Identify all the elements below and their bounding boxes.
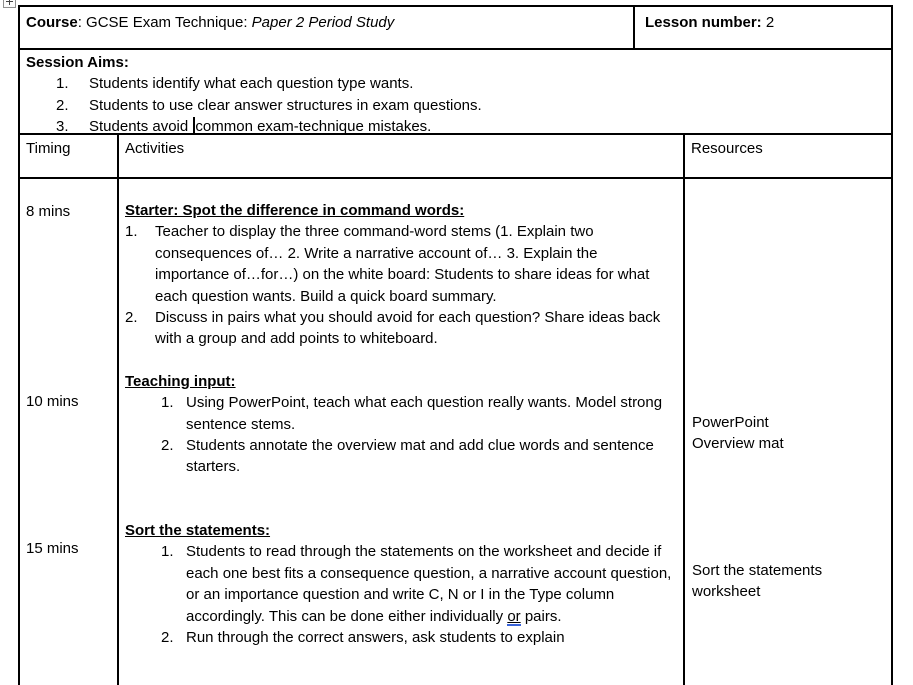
activities-header-cell [117,135,683,177]
resource-item [692,412,784,455]
timing-value: 10 mins [26,393,79,410]
session-aim-item [26,73,885,94]
table-move-handle-icon[interactable] [3,0,16,8]
list-number: 2. [161,628,174,646]
activity-section-sort-statements [125,520,677,648]
session-aim-text: Students to use clear answer structures in exam questions. [89,96,482,114]
lesson-plan-table [18,5,893,685]
course-header-row [20,7,891,48]
lesson-number-value: 2 [761,14,775,31]
text-before-cursor: Students avoid [89,118,193,136]
plan-table-body-row [20,177,891,685]
session-aims-cell [20,48,891,136]
text-after-cursor: common exam-technique mistakes. [195,118,432,136]
session-aims-title: Session Aims: [26,54,129,71]
resources-header-cell [683,135,891,177]
activity-list-item [125,307,677,350]
resource-line: Sort the statements [692,562,823,579]
resources-column [683,179,891,685]
resource-item [692,560,822,603]
timing-header: Timing [26,140,71,157]
activities-header: Activities [125,140,185,157]
course-title-italic: Paper 2 Period Study [251,14,395,31]
session-aim-item [26,95,885,116]
text-after-grammar-flag: pairs. [520,607,562,625]
text-before-grammar-flag: Students to read through the statements on the worksheet and decide if each one best fits a consequence question, a narrative account question, or an importance question and write C, N or I in the Type column accordingly. This can be done either individually [186,543,672,625]
timing-value: 8 mins [26,203,71,220]
activity-list-item [125,221,677,307]
activity-list-item [161,627,677,648]
activity-text: Teacher to display the three command-word stems (1. Explain two consequences of… 2. Write a narrative account of… 3. Explain the importance of…for…) on the white board: Students to share ideas for what each question wants. Build a quick board summary. [155,223,650,305]
resource-line: Overview mat [692,435,784,453]
list-number: 2. [125,309,138,327]
list-number: 1. [125,223,138,241]
timing-header-cell [20,135,117,177]
timing-column [20,179,117,685]
course-cell [20,7,633,48]
resources-header: Resources [691,140,763,157]
section-heading: Teaching input: [125,372,236,390]
plan-table-header-row [20,133,891,177]
activity-text: Discuss in pairs what you should avoid for each question? Share ideas back with a group and add points to whiteboard. [155,309,661,348]
list-number: 1. [161,394,174,412]
list-number: 1. [161,543,174,561]
section-heading: Starter: Spot the difference in command words: [125,202,465,219]
list-number: 3. [56,118,69,136]
activity-list-item [161,435,677,478]
activity-text [186,541,676,627]
activity-text: Students annotate the overview mat and add clue words and sentence starters. [186,437,654,476]
section-heading: Sort the statements: [125,521,271,539]
course-text: GCSE Exam Technique: [86,14,252,31]
course-label: Course [26,14,78,31]
course-separator: : [77,14,87,31]
list-number: 2. [161,437,174,455]
resource-line: worksheet [692,583,761,601]
lesson-number-label: Lesson number: [645,14,762,31]
activity-text: Run through the correct answers, ask students to explain [186,628,565,646]
resource-line: PowerPoint [692,414,769,431]
activity-section-starter [125,200,677,350]
list-number: 2. [56,96,69,114]
session-aim-text: Students identify what each question type wants. [89,75,414,93]
list-number: 1. [56,75,69,93]
grammar-flagged-word: or [507,607,521,625]
lesson-number-cell [633,7,891,48]
activity-list-item [161,392,677,435]
activity-section-teaching-input [125,371,677,478]
activity-text: Using PowerPoint, teach what each question really wants. Model strong sentence stems. [186,394,663,433]
activity-list-item [161,541,677,627]
activities-column [117,179,683,685]
timing-value: 15 mins [26,540,79,557]
